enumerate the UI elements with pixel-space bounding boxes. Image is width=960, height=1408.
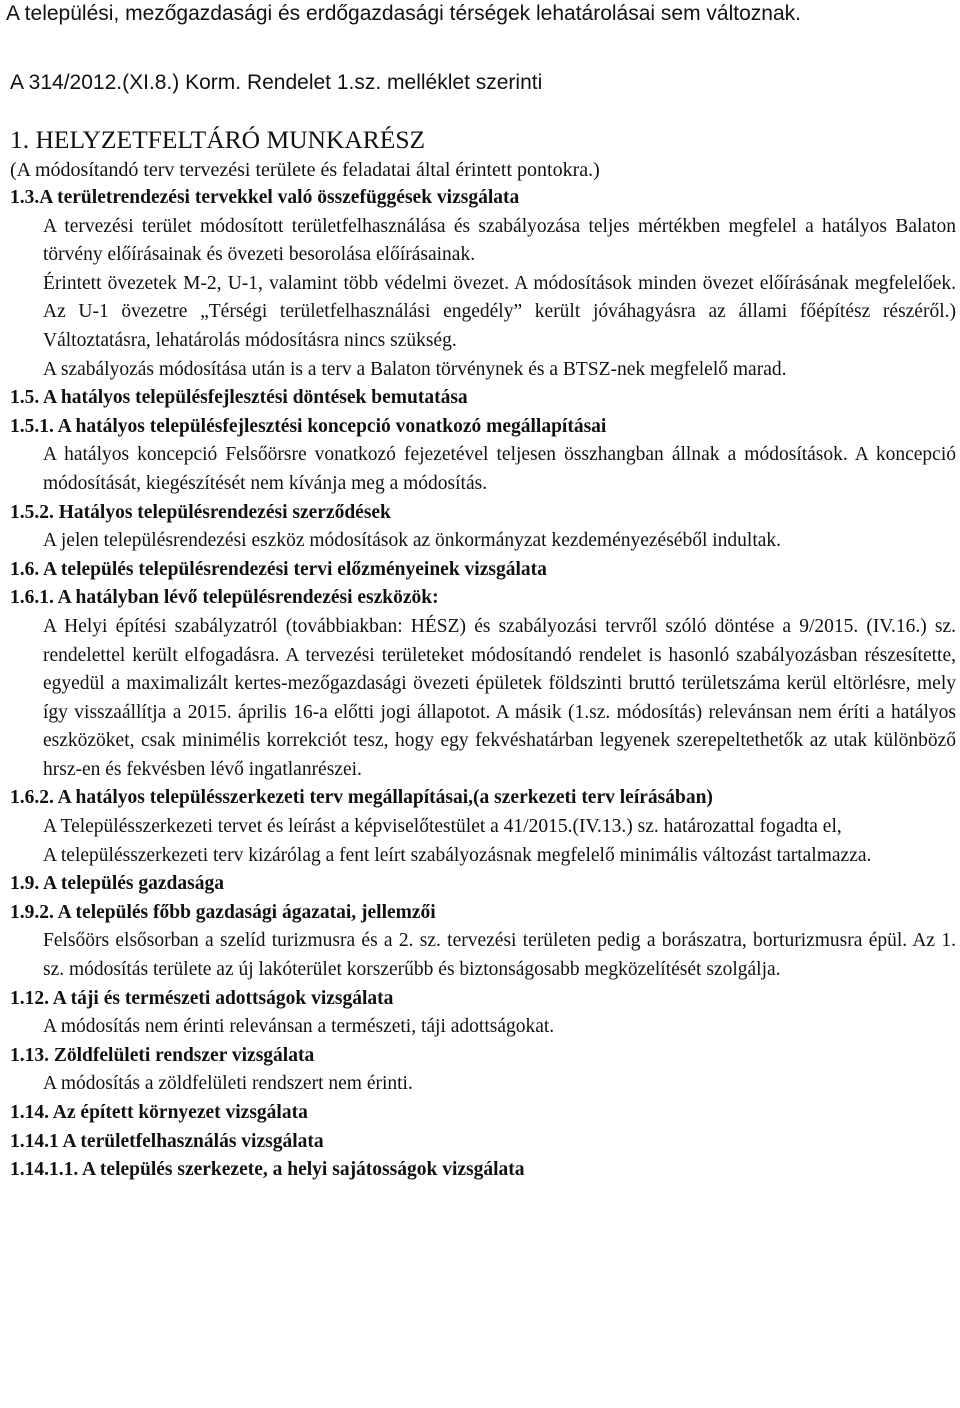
heading-1-5-1: 1.5.1. A hatályos településfejlesztési koncepció vonatkozó megállapításai bbox=[10, 415, 607, 437]
heading-1-9: 1.9. A település gazdasága bbox=[10, 873, 224, 895]
paragraph-1-12: A módosítás nem érinti relevánsan a természeti, táji adottságokat. bbox=[43, 1016, 555, 1038]
paragraph-1-9-2: Felsőörs elsősorban a szelíd turizmusra és a 2. sz. tervezési területen pedig a borászatra, borturizmusra épül. Az 1. sz. módosítás területe az új lakóterület korszerűbb és biztonságosabb megközelítését szolgálja. bbox=[43, 930, 956, 981]
intro-line: A települési, mezőgazdasági és erdőgazdasági térségek lehatárolásai sem változnak. bbox=[6, 2, 801, 25]
heading-1-5: 1.5. A hatályos településfejlesztési döntések bemutatása bbox=[10, 387, 468, 409]
paragraph-1-3-a: A tervezési terület módosított területfelhasználása és szabályozása teljes mértékben megfelel a hatályos Balaton törvény előírásainak és övezeti besorolása előírásainak. bbox=[43, 215, 956, 266]
paragraph-1-6-2-a: A Településszerkezeti tervet és leírást a képviselőtestület a 41/2015.(IV.13.) sz. határozattal fogadta el, bbox=[43, 816, 842, 838]
main-title: 1. HELYZETFELTÁRÓ MUNKARÉSZ bbox=[10, 125, 426, 154]
main-subtitle: (A módosítandó terv tervezési területe és feladatai által érintett pontokra.) bbox=[10, 159, 600, 181]
paragraph-1-5-1: A hatályos koncepció Felsőörsre vonatkozó fejezetével teljesen összhangban állnak a módosítások. A koncepció módosítását, kiegészítését nem kívánja meg a módosítás. bbox=[43, 444, 956, 494]
paragraph-1-13: A módosítás a zöldfelületi rendszert nem érinti. bbox=[43, 1073, 413, 1095]
heading-1-12: 1.12. A táji és természeti adottságok vizsgálata bbox=[10, 987, 394, 1009]
heading-1-14-1-1: 1.14.1.1. A település szerkezete, a helyi sajátosságok vizsgálata bbox=[10, 1159, 525, 1181]
heading-1-9-2: 1.9.2. A település főbb gazdasági ágazatai, jellemzői bbox=[10, 901, 436, 923]
regulation-line: A 314/2012.(XI.8.) Korm. Rendelet 1.sz. melléklet szerinti bbox=[10, 71, 543, 94]
heading-1-3: 1.3.A területrendezési tervekkel való összefüggések vizsgálata bbox=[10, 187, 520, 208]
paragraph-1-5-2: A jelen településrendezési eszköz módosítások az önkormányzat kezdeményezéséből indultak. bbox=[43, 530, 782, 552]
heading-1-6: 1.6. A település településrendezési tervi előzményeinek vizsgálata bbox=[10, 558, 547, 580]
heading-1-5-2: 1.5.2. Hatályos településrendezési szerződések bbox=[10, 501, 391, 523]
paragraph-1-3-b: Érintett övezetek M-2, U-1, valamint több védelmi övezet. A módosítások minden övezet előírásának megfelelőek. Az U-1 övezetre „Térségi területfelhasználási engedély” került jóváhagyásra az állami főépítész részéről.) Változtatásra, lehatárolás módosításra nincs szükség. bbox=[43, 272, 956, 351]
heading-1-13: 1.13. Zöldfelületi rendszer vizsgálata bbox=[10, 1044, 315, 1066]
heading-1-14-1: 1.14.1 A területfelhasználás vizsgálata bbox=[10, 1130, 324, 1152]
heading-1-14: 1.14. Az épített környezet vizsgálata bbox=[10, 1102, 308, 1123]
heading-1-6-2: 1.6.2. A hatályos településszerkezeti terv megállapításai,(a szerkezeti terv leírásában) bbox=[10, 787, 713, 809]
document-body bbox=[10, 124, 956, 1185]
paragraph-1-6-2-b: A településszerkezeti terv kizárólag a fent leírt szabályozásnak megfelelő minimális változást tartalmazza. bbox=[43, 844, 872, 866]
heading-1-6-1: 1.6.1. A hatályban lévő településrendezési eszközök: bbox=[10, 587, 439, 609]
paragraph-1-6-1: A Helyi építési szabályzatról (továbbiakban: HÉSZ) és szabályozási tervről szóló döntése a 9/2015. (IV.16.) sz. rendelettel került elfogadásra. A tervezési területeket módosítandó rendelet is hasonló szabályozásban részesítette, egyedül a maximalizált kertes-mezőgazdasági övezeti épületek földszinti bruttó területszáma kerül eltörlésre, mely így visszaállítja a 2015. április 16-a előtti jogi állapotot. A másik (1.sz. módosítás) relevánsan nem éríti a hatályos eszközöket, csak minimélis korrekciót tesz, hogy egy fekvéshatárban legyenek szerepeltethetők az utak különböző hrsz-en és fekvésben lévő ingatlanrészei. bbox=[43, 615, 956, 780]
paragraph-1-3-c: A szabályozás módosítása után is a terv a Balaton törvénynek és a BTSZ-nek megfelelő marad. bbox=[43, 358, 787, 380]
